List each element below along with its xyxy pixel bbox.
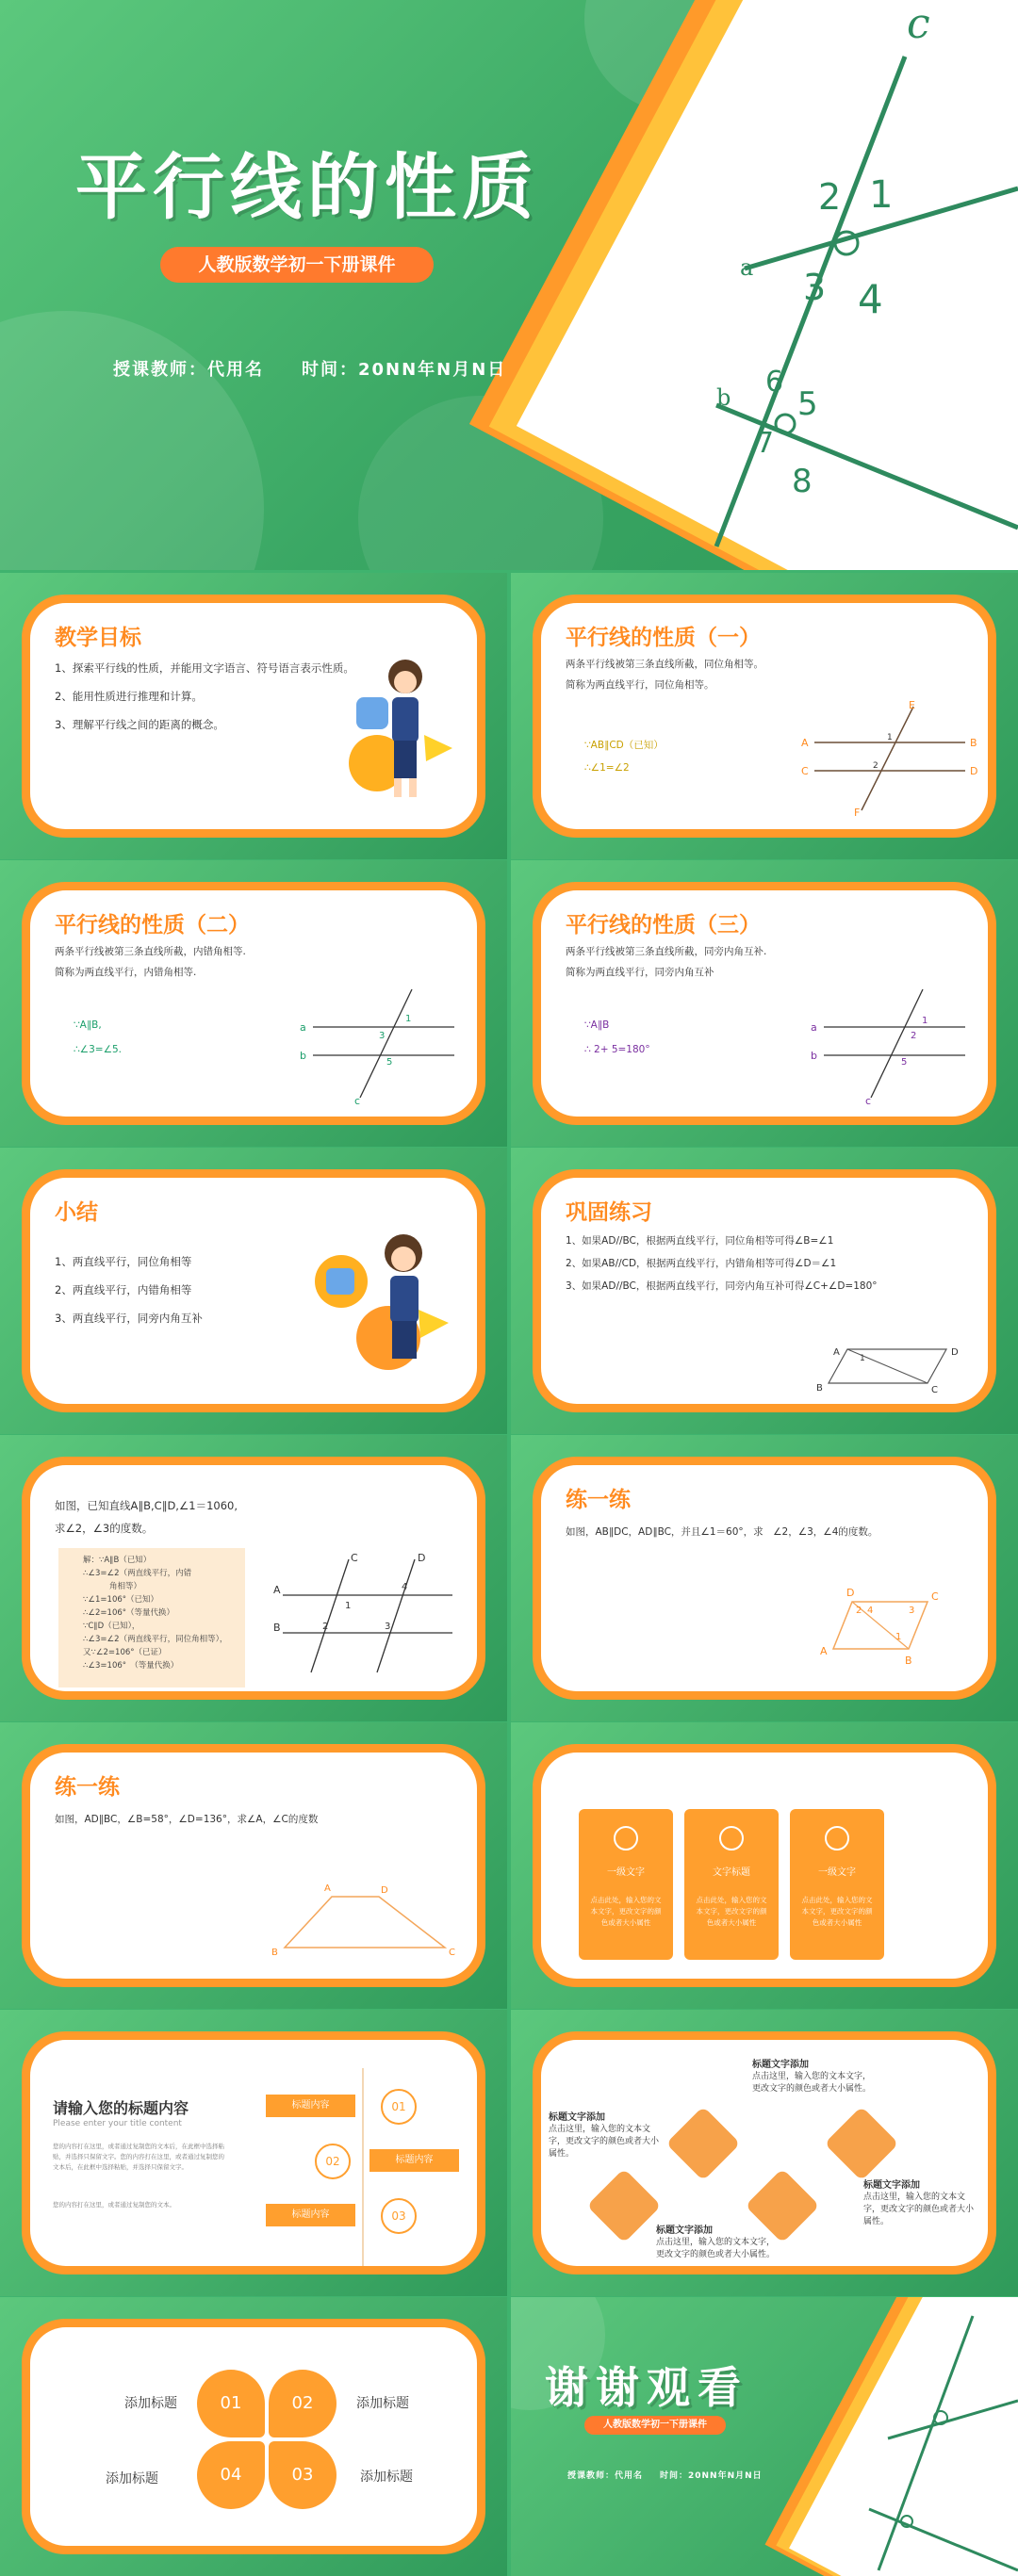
timeline-number: 03 (381, 2198, 417, 2234)
exercise-question: 如图，AD∥BC，∠B=58°，∠D=136°，求∠A，∠C的度数 (55, 1814, 319, 1825)
svg-text:E: E (909, 699, 915, 711)
svg-text:6: 6 (765, 366, 784, 399)
slide-title: 平行线的性质（三） (566, 913, 761, 937)
property-1-figure (796, 697, 984, 820)
slide-title: 平行线的性质（一） (566, 626, 761, 650)
summary-item: 1、两直线平行，同位角相等 (55, 1255, 192, 1268)
thanks-subtitle-pill: 人教版数学初一下册课件 (584, 2416, 726, 2435)
info-card: 文字标题 点击此处，输入您的文本文字，更改文字的颜色或者大小属性 (684, 1809, 779, 1960)
example-figure (273, 1550, 462, 1682)
timeline-label: 标题内容 (369, 2149, 459, 2172)
parallelogram-figure (805, 1329, 975, 1404)
solution-line: ∴∠3=∠2（两直线平行，同位角相等）， (83, 1635, 228, 1644)
solution-line: ∴∠3=∠2（两直线平行，内错 (83, 1569, 192, 1578)
svg-text:D: D (846, 1587, 855, 1599)
svg-text:D: D (951, 1347, 959, 1358)
solution-line: 又∵∠2=106°（已证） (83, 1648, 167, 1657)
slide-three-cards (511, 1722, 1018, 2009)
timeline-line (362, 2068, 364, 2266)
svg-text:4: 4 (858, 276, 883, 322)
flow-block: 标题文字添加 点击这里，输入您的文本文字，更改文字的颜色或者大小属性。 (752, 2060, 872, 2094)
content-title: 请输入您的标题内容 (53, 2099, 189, 2117)
property-text: 两条平行线被第三条直线所截，内错角相等. (55, 946, 246, 957)
proof-line: ∵AB∥CD（已知） (584, 740, 664, 751)
proof-line: ∵A∥B (584, 1019, 610, 1031)
svg-text:B: B (816, 1383, 823, 1394)
svg-text:5: 5 (797, 385, 818, 423)
example-question: 求∠2，∠3的度数。 (55, 1522, 154, 1535)
slide-title: 练一练 (566, 1488, 631, 1512)
svg-text:1: 1 (405, 1014, 412, 1024)
svg-text:c: c (354, 1095, 361, 1107)
svg-text:4: 4 (402, 1582, 408, 1592)
svg-text:3: 3 (803, 267, 827, 308)
trapezoid-figure (266, 1880, 473, 1965)
cover-time: 时间：20NN年N月N日 (302, 360, 507, 380)
target-icon (825, 1826, 849, 1850)
practice-item: 3、如果AD//BC，根据两直线平行，同旁内角互补可得∠C+∠D=180° (566, 1280, 878, 1292)
flow-block: 标题文字添加 点击这里，输入您的文本文字，更改文字的颜色或者大小属性。 (656, 2225, 776, 2259)
svg-text:4: 4 (867, 1606, 874, 1616)
heart-icon (586, 2168, 661, 2242)
exercise-question: 如图，AB∥DC，AD∥BC，并且∠1＝60°，求 ∠2，∠3，∠4的度数。 (566, 1526, 878, 1538)
slide-example (0, 1435, 507, 1721)
parallel-lines-figure (660, 0, 1018, 570)
info-card: 一级文字 点击此处，输入您的文本文字，更改文字的颜色或者大小属性 (790, 1809, 884, 1960)
svg-text:2: 2 (873, 761, 878, 771)
petal-label: 添加标题 (356, 2396, 409, 2411)
svg-text:2: 2 (911, 1031, 917, 1041)
timeline-number: 02 (315, 2144, 351, 2179)
exercise-1-figure (805, 1583, 975, 1677)
timeline-label: 标题内容 (266, 2204, 355, 2226)
property-text: 两条平行线被第三条直线所截，同位角相等。 (566, 659, 764, 670)
goal-item: 1、探索平行线的性质，并能用文字语言、符号语言表示性质。 (55, 661, 354, 675)
slide-teaching-goals (0, 573, 507, 859)
slide-card-frame (22, 1457, 485, 1700)
slide-property-2 (0, 860, 507, 1147)
property-text: 简称为两直线平行，同旁内角互补 (566, 967, 714, 978)
svg-text:A: A (820, 1645, 828, 1657)
slide-practice (511, 1148, 1018, 1434)
proof-line: ∴∠1=∠2 (584, 762, 630, 774)
goal-item: 2、能用性质进行推理和计算。 (55, 690, 203, 703)
practice-item: 2、如果AB//CD，根据两直线平行，内错角相等可得∠D＝∠1 (566, 1258, 837, 1269)
svg-text:5: 5 (386, 1057, 393, 1068)
slide-card-frame (22, 882, 485, 1125)
timeline-label: 标题内容 (266, 2095, 355, 2117)
cover-title: 平行线的性质 (75, 145, 539, 229)
slide-summary (0, 1148, 507, 1434)
parallel-lines-figure (850, 2297, 1018, 2576)
thanks-time: 时间：20NN年N月N日 (660, 2471, 763, 2481)
slide-title: 教学目标 (55, 626, 141, 650)
svg-text:2: 2 (818, 176, 842, 218)
svg-text:C: C (449, 1948, 455, 1958)
svg-text:D: D (970, 765, 978, 777)
solution-line: ∴∠2=106°（等量代换） (83, 1608, 175, 1618)
svg-text:A: A (324, 1883, 331, 1894)
property-3-figure (805, 980, 975, 1107)
svg-text:1: 1 (869, 173, 894, 217)
slide-exercise-2 (0, 1722, 507, 2009)
svg-text:B: B (271, 1948, 278, 1958)
svg-text:C: C (931, 1590, 939, 1603)
svg-text:b: b (716, 384, 731, 411)
svg-text:A: A (273, 1584, 281, 1596)
property-2-figure (294, 980, 464, 1107)
svg-text:1: 1 (895, 1632, 902, 1642)
svg-text:7: 7 (756, 427, 775, 460)
slide-title: 练一练 (55, 1775, 120, 1800)
summary-item: 3、两直线平行，同旁内角互补 (55, 1312, 203, 1325)
property-text: 简称为两直线平行，内错角相等. (55, 967, 197, 978)
slide-card-frame (533, 2031, 996, 2274)
svg-text:2: 2 (322, 1622, 329, 1632)
flow-block: 标题文字添加 点击这里，输入您的文本文字，更改文字的颜色或者大小属性。 (863, 2180, 975, 2226)
thanks-title: 谢谢观看 (545, 2362, 748, 2413)
slide-card-frame (22, 1744, 485, 1987)
trophy-icon (665, 2106, 740, 2180)
slide-title: 小结 (55, 1200, 98, 1225)
svg-text:C: C (351, 1552, 358, 1564)
svg-text:1: 1 (345, 1601, 352, 1611)
slide-card-frame (22, 2319, 485, 2554)
svg-text:c: c (865, 1095, 872, 1107)
cover-slide (0, 0, 1018, 570)
svg-text:8: 8 (792, 463, 813, 500)
svg-text:D: D (381, 1885, 388, 1896)
svg-text:C: C (801, 765, 809, 777)
summary-item: 2、两直线平行，内错角相等 (55, 1283, 192, 1296)
timeline-number: 01 (381, 2089, 417, 2125)
solution-box (58, 1548, 245, 1687)
svg-text:B: B (905, 1655, 912, 1667)
svg-text:b: b (811, 1050, 817, 1062)
flow-block: 标题文字添加 点击这里，输入您的文本文字，更改文字的颜色或者大小属性。 (549, 2112, 660, 2159)
svg-text:C: C (931, 1385, 938, 1395)
slide-card-frame (22, 2031, 485, 2274)
svg-text:3: 3 (379, 1031, 386, 1041)
goal-item: 3、理解平行线之间的距离的概念。 (55, 718, 224, 731)
slide-petals (0, 2297, 507, 2576)
practice-item: 1、如果AD//BC，根据两直线平行，同位角相等可得∠B=∠1 (566, 1235, 834, 1247)
thanks-teacher: 授课教师：代用名 (567, 2471, 644, 2481)
petal-label: 添加标题 (124, 2396, 177, 2411)
slide-card-frame (533, 882, 996, 1125)
content-subtitle: Please enter your title content (53, 2119, 182, 2128)
slide-title: 巩固练习 (566, 1200, 652, 1225)
property-text: 简称为两直线平行，同位角相等。 (566, 679, 714, 691)
cover-subtitle-pill: 人教版数学初一下册课件 (160, 247, 434, 283)
slide-title-content (0, 2010, 507, 2296)
petal-label: 添加标题 (360, 2470, 413, 2485)
target-icon (614, 1826, 638, 1850)
svg-text:D: D (418, 1552, 426, 1564)
line-c-label: c (907, 0, 930, 48)
solution-line: ∴∠3=106° （等量代换） (83, 1661, 179, 1671)
petal: 04 (197, 2441, 265, 2509)
solution-line: 解：∵A∥B（已知） (83, 1556, 152, 1565)
slide-title: 平行线的性质（二） (55, 913, 250, 937)
target-icon (719, 1826, 744, 1850)
slide-card-frame (533, 1744, 996, 1987)
slide-property-3 (511, 860, 1018, 1147)
cover-teacher: 授课教师：代用名 (113, 360, 264, 380)
svg-text:B: B (273, 1622, 281, 1634)
solution-line: ∵∠1=106°（已知） (83, 1595, 159, 1605)
solution-line: ∵C∥D（已知）， (83, 1622, 140, 1631)
info-card: 一级文字 点击此处，输入您的文本文字，更改文字的颜色或者大小属性 (579, 1809, 673, 1960)
svg-text:a: a (740, 254, 754, 281)
slide-thanks (511, 2297, 1018, 2576)
slide-card-frame (533, 1169, 996, 1412)
slide-diamond-flow (511, 2010, 1018, 2296)
teacher-illustration (313, 1225, 464, 1385)
slide-exercise-1 (511, 1435, 1018, 1721)
svg-text:b: b (300, 1050, 306, 1062)
slide-card-frame (22, 1169, 485, 1412)
example-question: 如图，已知直线A∥B,C∥D,∠1＝1060, (55, 1499, 238, 1512)
content-paragraph: 您的内容打在这里，或者通过复制您的文本后，在此框中选择粘贴，并选择只保留文字。您的内容打在这里，或者通过复制您的文本后，在此框中选择粘贴，并选择只保留文字。 (53, 2143, 224, 2171)
svg-text:a: a (811, 1021, 817, 1034)
svg-text:5: 5 (901, 1057, 908, 1068)
content-paragraph: 您的内容打在这里，或者通过复制您的文本。 (53, 2201, 175, 2209)
slide-property-1 (511, 573, 1018, 859)
svg-text:F: F (854, 807, 861, 819)
svg-text:3: 3 (909, 1606, 915, 1616)
petal: 02 (269, 2370, 337, 2437)
solution-line: 角相等） (109, 1582, 142, 1591)
petal: 03 (269, 2441, 337, 2509)
slide-card-frame (22, 595, 485, 838)
svg-text:1: 1 (860, 1354, 865, 1363)
property-text: 两条平行线被第三条直线所截，同旁内角互补. (566, 946, 767, 957)
slide-card-frame (533, 595, 996, 838)
proof-line: ∴ 2+ 5=180° (584, 1044, 650, 1055)
proof-line: ∴∠3=∠5. (74, 1044, 123, 1055)
petal-label: 添加标题 (106, 2471, 158, 2486)
slide-card-frame (533, 1457, 996, 1700)
svg-text:3: 3 (385, 1622, 391, 1632)
svg-text:A: A (801, 737, 809, 749)
svg-text:2: 2 (856, 1606, 862, 1616)
svg-text:1: 1 (922, 1016, 928, 1026)
svg-text:1: 1 (887, 733, 893, 742)
proof-line: ∵A∥B, (74, 1019, 102, 1031)
svg-text:A: A (833, 1347, 840, 1358)
petal: 01 (197, 2370, 265, 2437)
svg-text:a: a (300, 1021, 306, 1034)
document-icon (824, 2106, 898, 2180)
svg-text:B: B (970, 737, 977, 749)
teacher-illustration (349, 650, 462, 810)
